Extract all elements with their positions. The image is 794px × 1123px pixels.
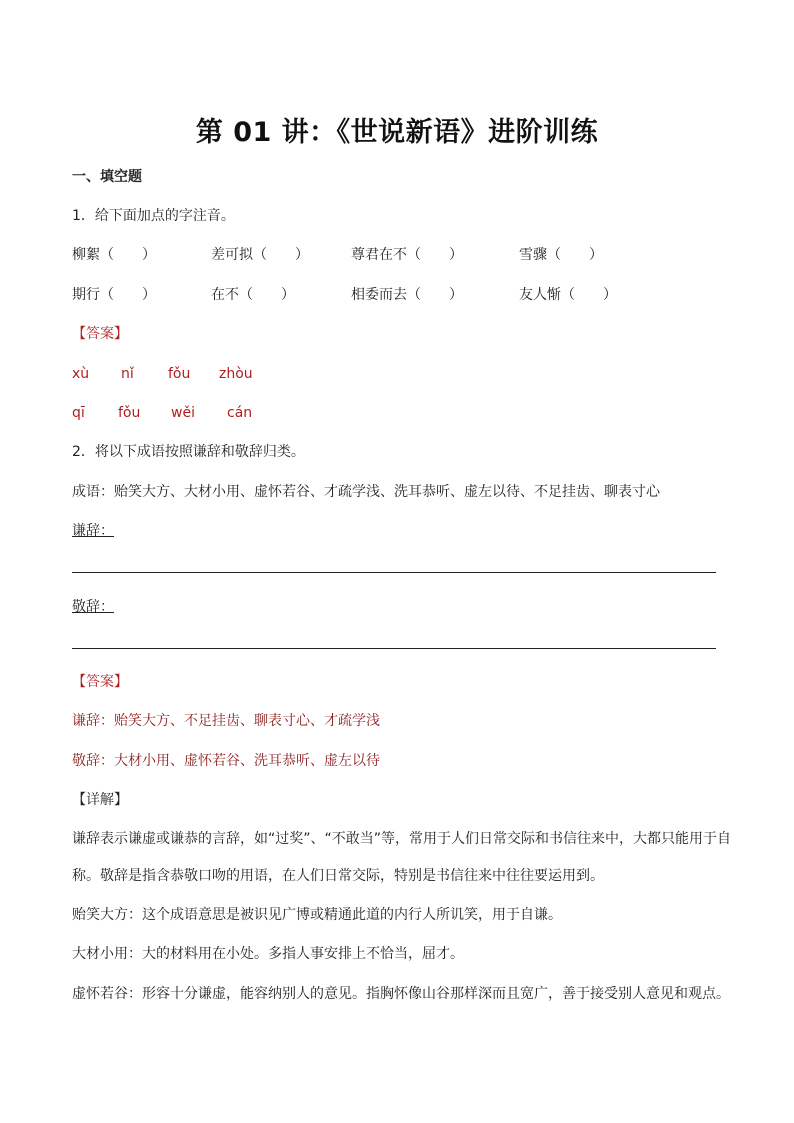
q1-item-liuxu: 柳絮（ ）: [72, 247, 156, 263]
q1-item-xuezhou: 雪骤（ ）: [519, 247, 603, 263]
q2-detail-yixiaodafang: 贻笑大方：这个成语意思是被识见广博或精通此道的内行人所讥笑，用于自谦。: [72, 907, 562, 923]
q2-detail-paragraph-line-1: 谦辞表示谦虚或谦恭的言辞，如“过奖”、“不敢当”等，常用于人们日常交际和书信往来中，大都只能用于自: [72, 831, 732, 847]
q2-detail-label: 【详解】: [72, 792, 128, 808]
q2-detail-xuhuairuogu: 虚怀若谷：形容十分谦虚，能容纳别人的意见。指胸怀像山谷那样深而且宽广，善于接受别人意见和观点。: [72, 986, 730, 1002]
q1-answer-wei: wěi: [171, 405, 195, 421]
q1-item-zunjunzaifou: 尊君在不（ ）: [351, 247, 463, 263]
q2-qian-label: 谦辞：: [72, 523, 114, 539]
q2-qian-answer: 谦辞：贻笑大方、不足挂齿、聊表寸心、才疏学浅: [72, 713, 380, 729]
q2-detail-dacaixiaoyong: 大材小用：大的材料用在小处。多指人事安排上不恰当，屈才。: [72, 946, 464, 962]
q2-qian-answer-line: [72, 572, 716, 573]
q1-answer-fou-2: fǒu: [118, 405, 141, 421]
q1-item-zaifou: 在不（ ）: [211, 287, 295, 303]
question-1-prompt: 1．给下面加点的字注音。: [72, 208, 235, 224]
q1-item-xiangweierqu: 相委而去（ ）: [351, 287, 463, 303]
q2-answer-label: 【答案】: [72, 674, 128, 690]
q1-item-chakeni: 差可拟（ ）: [211, 247, 309, 263]
q2-jing-answer-line: [72, 648, 716, 649]
q2-jing-answer: 敬辞：大材小用、虚怀若谷、洗耳恭听、虚左以待: [72, 753, 380, 769]
q1-answer-qi: qī: [72, 405, 85, 421]
q2-idiom-list: 成语：贻笑大方、大材小用、虚怀若谷、才疏学浅、洗耳恭听、虚左以待、不足挂齿、聊表寸心: [72, 484, 660, 500]
q1-answer-xu: xù: [72, 366, 90, 382]
q2-jing-label: 敬辞：: [72, 599, 114, 615]
q1-answer-ni: nǐ: [121, 366, 134, 382]
page-title: 第 01 讲：《世说新语》进阶训练: [195, 117, 599, 148]
q1-answer-fou: fǒu: [168, 366, 191, 382]
q1-answer-zhou: zhòu: [219, 366, 253, 382]
q1-answer-label: 【答案】: [72, 326, 128, 342]
section-heading-fill-in: 一、填空题: [72, 169, 142, 185]
q1-item-qixing: 期行（ ）: [72, 287, 156, 303]
q1-item-yourencan: 友人惭（ ）: [519, 287, 617, 303]
q2-detail-paragraph-line-2: 称。敬辞是指含恭敬口吻的用语，在人们日常交际，特别是书信往来中往往要运用到。: [72, 868, 604, 884]
question-2-prompt: 2．将以下成语按照谦辞和敬辞归类。: [72, 444, 305, 460]
q1-answer-can: cán: [227, 405, 253, 421]
